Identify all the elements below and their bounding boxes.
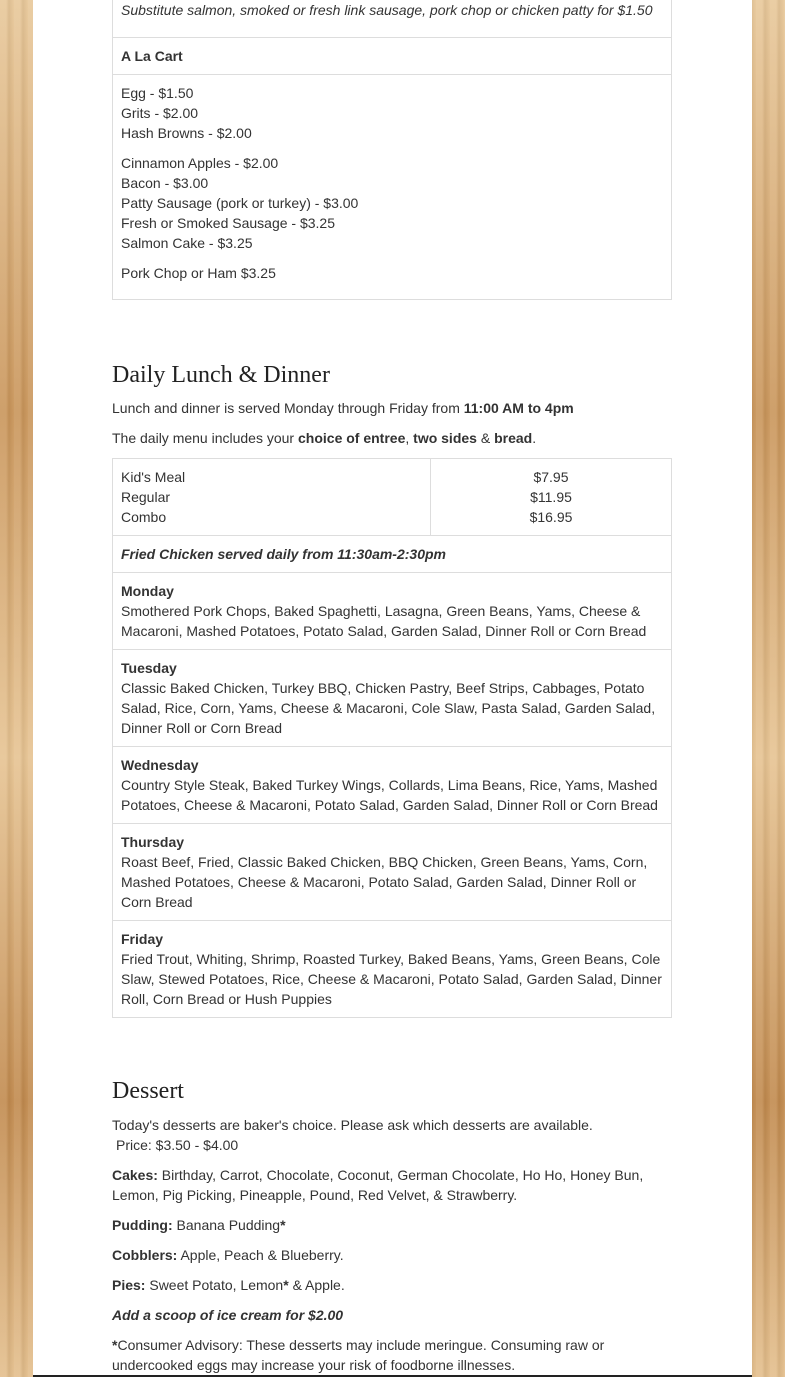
- alacart-item: Hash Browns - $2.00: [121, 125, 252, 141]
- alacart-group-1: [121, 83, 663, 143]
- meal-prices-cell: [431, 459, 672, 536]
- fried-chicken-note: Fried Chicken served daily from 11:30am-2:30pm: [113, 536, 672, 573]
- page-container: [33, 0, 752, 1377]
- alacart-group-3: [121, 263, 663, 283]
- day-menu: Roast Beef, Fried, Classic Baked Chicken, BBQ Chicken, Green Beans, Yams, Corn, Mashed Potatoes, Cheese & Macaroni, Potato Salad, Garden Salad, Dinner Roll or Corn Bread: [121, 854, 648, 910]
- alacart-item: Salmon Cake - $3.25: [121, 235, 253, 251]
- lunch-table: [112, 458, 672, 1018]
- includes-amp: &: [476, 430, 495, 446]
- alacart-item: Grits - $2.00: [121, 105, 199, 121]
- lunch-includes-text: [112, 428, 672, 448]
- meal-names-cell: [113, 459, 431, 536]
- day-row-thursday: [113, 824, 672, 921]
- includes-sides: two sides: [413, 430, 477, 446]
- pies-asterisk: *: [283, 1277, 289, 1293]
- alacart-item: Patty Sausage (pork or turkey) - $3.00: [121, 195, 359, 211]
- day-row-wednesday: [113, 747, 672, 824]
- alacart-list: [113, 75, 672, 300]
- served-time: 11:00 AM to 4pm: [463, 400, 574, 416]
- day-name: Friday: [121, 931, 164, 947]
- ice-cream-note: Add a scoop of ice cream for $2.00: [112, 1307, 344, 1323]
- meal-price: $16.95: [529, 509, 573, 525]
- meal-price: $11.95: [530, 489, 572, 505]
- meal-name: Kid's Meal: [121, 469, 186, 485]
- meal-name: Regular: [121, 489, 171, 505]
- advisory-asterisk: *: [112, 1337, 118, 1353]
- meal-name: Combo: [121, 509, 167, 525]
- day-name: Thursday: [121, 834, 185, 850]
- alacart-item: Egg - $1.50: [121, 85, 194, 101]
- day-row-friday: [113, 921, 672, 1018]
- day-name: Monday: [121, 583, 174, 599]
- day-row-monday: [113, 573, 672, 650]
- pudding-text: Banana Pudding: [172, 1217, 281, 1233]
- dessert-intro: [112, 1115, 672, 1155]
- pies-text-b: & Apple.: [288, 1277, 345, 1293]
- lunch-served-text: [112, 398, 672, 418]
- consumer-advisory: [112, 1335, 672, 1375]
- day-menu: Smothered Pork Chops, Baked Spaghetti, Lasagna, Green Beans, Yams, Cheese & Macaroni, Mashed Potatoes, Potato Salad, Garden Salad, Dinner Roll or Corn Bread: [121, 603, 647, 639]
- includes-end: .: [532, 430, 537, 446]
- dessert-price: Price: $3.50 - $4.00: [116, 1137, 239, 1153]
- pudding-asterisk: *: [280, 1217, 286, 1233]
- day-menu: Fried Trout, Whiting, Shrimp, Roasted Turkey, Baked Beans, Yams, Green Beans, Cole Slaw, Stewed Potatoes, Rice, Cheese & Macaroni, Potato Salad, Garden Salad, Dinner Roll, Corn Bread or Hush Puppies: [121, 951, 662, 1007]
- served-prefix: Lunch and dinner is served Monday through Friday from: [112, 400, 464, 416]
- cakes-label: Cakes:: [112, 1167, 158, 1183]
- pies-text-a: Sweet Potato, Lemon: [145, 1277, 284, 1293]
- alacart-heading: A La Cart: [113, 38, 672, 75]
- alacart-item: Bacon - $3.00: [121, 175, 209, 191]
- lunch-dinner-heading: Daily Lunch & Dinner: [112, 362, 330, 388]
- alacart-item: Fresh or Smoked Sausage - $3.25: [121, 215, 336, 231]
- substitute-note: Substitute salmon, smoked or fresh link sausage, pork chop or chicken patty for $1.50: [113, 0, 672, 38]
- meal-price: $7.95: [533, 469, 569, 485]
- dessert-cobblers: [112, 1245, 672, 1265]
- dessert-intro-text: Today's desserts are baker's choice. Please ask which desserts are available.: [112, 1117, 593, 1133]
- cakes-text: Birthday, Carrot, Chocolate, Coconut, German Chocolate, Ho Ho, Honey Bun, Lemon, Pig Picking, Pineapple, Pound, Red Velvet, & Strawberry.: [112, 1167, 644, 1203]
- includes-entree: choice of entree: [298, 430, 406, 446]
- day-menu: Classic Baked Chicken, Turkey BBQ, Chicken Pastry, Beef Strips, Cabbages, Potato Salad, Rice, Corn, Yams, Cheese & Macaroni, Cole Slaw, Pasta Salad, Garden Salad, Dinner Roll or Corn Bread: [121, 680, 656, 736]
- dessert-pudding: [112, 1215, 672, 1235]
- dessert-heading: Dessert: [112, 1078, 184, 1104]
- day-row-tuesday: [113, 650, 672, 747]
- alacart-group-2: [121, 153, 663, 253]
- day-name: Tuesday: [121, 660, 177, 676]
- dessert-cakes: [112, 1165, 672, 1205]
- pies-label: Pies:: [112, 1277, 146, 1293]
- alacart-item: Cinnamon Apples - $2.00: [121, 155, 279, 171]
- cobblers-text: Apple, Peach & Blueberry.: [177, 1247, 344, 1263]
- breakfast-table: [112, 0, 672, 300]
- advisory-text: Consumer Advisory: These desserts may include meringue. Consuming raw or undercooked eggs may increase your risk of foodborne illnesses.: [112, 1337, 605, 1373]
- includes-bread: bread: [494, 430, 533, 446]
- dessert-pies: [112, 1275, 672, 1295]
- includes-comma: ,: [405, 430, 414, 446]
- cobblers-label: Cobblers:: [112, 1247, 178, 1263]
- day-name: Wednesday: [121, 757, 199, 773]
- pudding-label: Pudding:: [112, 1217, 173, 1233]
- day-menu: Country Style Steak, Baked Turkey Wings, Collards, Lima Beans, Rice, Yams, Mashed Potatoes, Cheese & Macaroni, Potato Salad, Garden Salad, Dinner Roll or Corn Bread: [121, 777, 658, 813]
- alacart-item: Pork Chop or Ham $3.25: [121, 265, 276, 281]
- includes-prefix: The daily menu includes your: [112, 430, 298, 446]
